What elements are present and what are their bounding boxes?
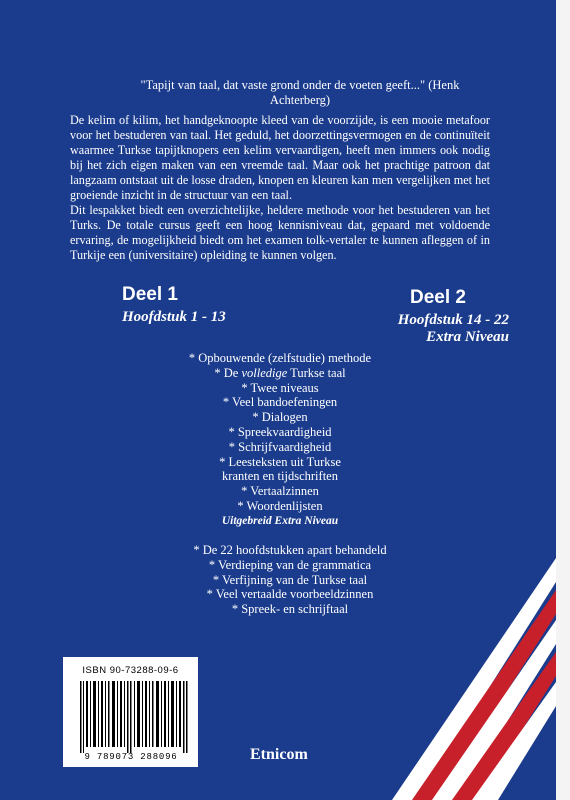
list-item: * Schrijfvaardigheid [228, 439, 332, 454]
deel2-title: Deel 2 [410, 287, 466, 308]
isbn-barcode-box [63, 657, 198, 767]
list-item: kranten en tijdschriften [222, 469, 338, 484]
list-item: * Verdieping van de grammatica [208, 557, 372, 572]
description-paragraph: Dit lespakket biedt een overzichtelijke, heldere methode voor het bestuderen van het Turks. De totale cursus geeft een hoog kennisniveau dat, gepaard met voldoende ervaring, de mogelijkheid biedt om het examen tolk-vertaler te kunnen afleggen of in Turkije een (universitaire) opleiding te kunnen volgen. [70, 203, 490, 262]
publisher-name: Etnicom [250, 746, 308, 763]
list-item: * Verfijning van de Turkse taal [212, 572, 368, 587]
intro-paragraph: De kelim of kilim, het handgeknoopte kleed van de voorzijde, is een mooie metafoor voor het bestuderen van taal. Het geduld, het doorzettingsvermogen en de continuïteit waarmee Turkse tapijtknopers een kelim vervaardigen, heeft men immers ook nodig bij het zich eigen maken van een vreemde taal. Maar ook het prachtige patroon dat langzaam ontstaat uit de losse draden, knopen en kleuren kan men vergelijken met het groeiende inzicht in de structuur van een taal. [70, 113, 490, 202]
deel1-subtitle: Hoofdstuk 1 - 13 [122, 309, 226, 325]
list-item: * De 22 hoofdstukken apart behandeld [193, 543, 387, 557]
list-item: * Woordenlijsten [237, 498, 323, 513]
list-item: * Dialogen [252, 410, 308, 425]
list-item: * Twee niveaus [241, 380, 319, 395]
cover-edge [556, 0, 570, 800]
opening-quote: "Tapijt van taal, dat vaste grond onder de voeten geeft..." (Henk Achterberg) [140, 78, 460, 107]
list-item: * Spreek- en schrijftaal [231, 602, 349, 617]
list-item: * Spreekvaardigheid [228, 424, 332, 439]
extra-level-heading: Uitgebreid Extra Niveau [221, 515, 339, 527]
features-list [150, 351, 410, 514]
barcode-number: 9 789073 288096 [84, 752, 178, 762]
list-item: * Vertaalzinnen [241, 484, 319, 499]
deel2-subtitle-extra: Extra Niveau [426, 329, 509, 345]
list-item: * Veel vertaalde voorbeeldzinnen [206, 587, 374, 602]
deel2-subtitle: Hoofdstuk 14 - 22 [397, 312, 509, 328]
list-item-prefix: * De [214, 365, 242, 380]
list-item-emphasis: volledige [241, 365, 288, 380]
list-item [150, 366, 410, 381]
barcode-icon [78, 681, 188, 753]
deel1-title: Deel 1 [122, 284, 178, 305]
extra-list [160, 543, 420, 617]
list-item-suffix: Turkse taal [287, 365, 346, 380]
list-item: * Veel bandoefeningen [222, 395, 338, 410]
list-item: * Leesteksten uit Turkse [219, 454, 341, 469]
isbn-label: ISBN 90-73288-09-6 [82, 665, 179, 676]
list-item: * Opbouwende (zelfstudie) methode [188, 351, 372, 365]
